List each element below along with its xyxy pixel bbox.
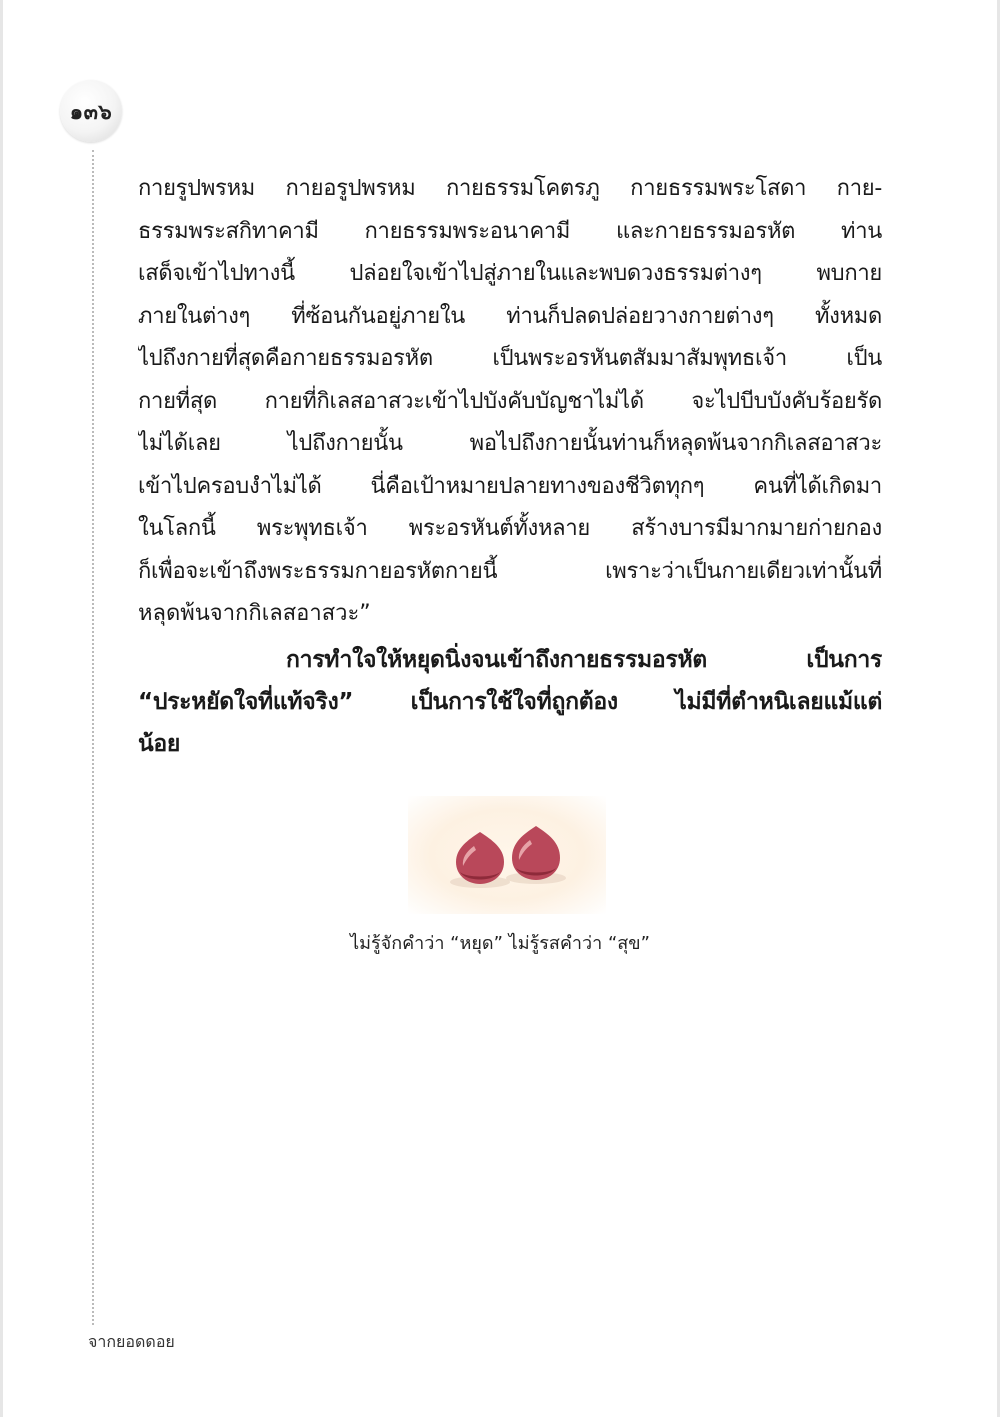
page-edge-left bbox=[0, 0, 3, 1417]
lotus-buds-illustration bbox=[408, 796, 606, 914]
photo-caption: ไม่รู้จักคำว่า “หยุด” ไม่รู้รสคำว่า “สุข” bbox=[350, 933, 650, 954]
body-line: เข้าไปครอบงำไม่ได้ นี่คือเป้าหมายปลายทางของชีวิตทุกๆ คนที่ได้เกิดมา bbox=[138, 473, 882, 499]
footer-book-title: จากยอดดอย bbox=[88, 1332, 175, 1351]
emphasis-line: น้อย bbox=[138, 730, 181, 757]
emphasis-line: การทำใจให้หยุดนิ่งจนเข้าถึงกายธรรมอรหัต เป็นการ bbox=[286, 646, 882, 673]
emphasis-paragraph bbox=[138, 639, 882, 765]
body-line: หลุดพ้นจากกิเลสอาสวะ” bbox=[138, 601, 371, 626]
main-text bbox=[138, 168, 882, 765]
margin-dotted-rule bbox=[92, 150, 94, 1325]
body-line: เสด็จเข้าไปทางนี้ ปล่อยใจเข้าไปสู่ภายในและพบดวงธรรมต่างๆ พบกาย bbox=[138, 261, 882, 286]
body-line: ไปถึงกายที่สุดคือกายธรรมอรหัต เป็นพระอรหันตสัมมาสัมพุทธเจ้า เป็น bbox=[138, 346, 882, 371]
body-line: ไม่ได้เลย ไปถึงกายนั้น พอไปถึงกายนั้นท่านก็หลุดพ้นจากกิเลสอาสวะ bbox=[138, 431, 882, 456]
body-line: ภายในต่างๆ ที่ซ้อนกันอยู่ภายใน ท่านก็ปลดปล่อยวางกายต่างๆ ทั้งหมด bbox=[138, 303, 882, 329]
emphasis-line: “ประหยัดใจที่แท้จริง” เป็นการใช้ใจที่ถูกต้อง ไม่มีที่ตำหนิเลยแม้แต่ bbox=[138, 688, 882, 715]
body-line: ธรรมพระสกิทาคามี กายธรรมพระอนาคามี และกายธรรมอรหัต ท่าน bbox=[138, 218, 882, 244]
body-paragraph bbox=[138, 168, 882, 636]
body-line: ในโลกนี้ พระพุทธเจ้า พระอรหันต์ทั้งหลาย สร้างบารมีมากมายก่ายกอง bbox=[138, 516, 882, 541]
body-line: กายที่สุด กายที่กิเลสอาสวะเข้าไปบังคับบัญชาไม่ได้ จะไปบีบบังคับร้อยรัด bbox=[138, 388, 882, 414]
lotus-buds-photo bbox=[408, 796, 606, 914]
page-number: ๑๓๖ bbox=[69, 100, 113, 124]
body-line: กายรูปพรหม กายอรูปพรหม กายธรรมโคตรภู กายธรรมพระโสดา กาย- bbox=[138, 176, 882, 201]
body-line: ก็เพื่อจะเข้าถึงพระธรรมกายอรหัตกายนี้ เพราะว่าเป็นกายเดียวเท่านั้นที่ bbox=[138, 558, 882, 584]
lotus-bud-right bbox=[512, 826, 560, 880]
lotus-bud-left bbox=[456, 832, 504, 884]
